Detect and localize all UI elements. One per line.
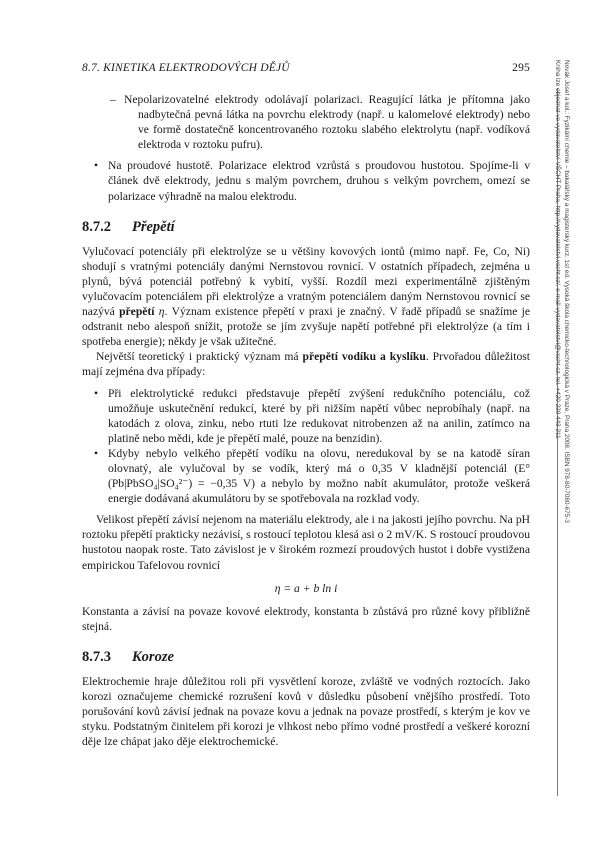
paragraph: Elektrochemie hraje důležitou roli při vysvětlení koroze, zvláště ve vodných roztocích. Jako korozi označujeme chemické rozrušení kovů v důsledku působení vnějšího prostředí. Toto porušování kovů závisí jednak na povaze kovu a jednak na povaze prostředí, s kterým je kov ve styku. Podstatným činitelem při korozi je vlhkost nebo přímo vodné prostředí a veškeré korozní děje lze chápat jako děje elektrochemické. bbox=[82, 674, 530, 749]
paragraph: Největší teoretický i praktický význam má přepětí vodíku a kyslíku. Prvořadou důležitost mají zejména dva případy: bbox=[82, 350, 530, 379]
page-number: 295 bbox=[512, 62, 530, 74]
term: přepětí vodíku a kyslíku bbox=[302, 350, 426, 364]
side-citation bbox=[550, 60, 570, 580]
section-heading: 8.7.3 Koroze bbox=[82, 648, 174, 665]
paragraph: Konstanta a závisí na povaze kovové elektrody, konstanta b zůstává pro různé kovy přibližně stejná. bbox=[82, 604, 530, 633]
list-item: • Na proudové hustotě. Polarizace elektrod vzrůstá s proudovou hustotou. Spojíme-li v článek dvě elektrody, jednu s malým povrchem, druhou s velkým povrchem, omezí se polarizace výhradně na malou elektrodu. bbox=[94, 159, 530, 203]
section-heading: 8.7.2 Přepětí bbox=[82, 218, 175, 235]
inline-formula: E°(Pb|PbSO₄|SO₄²⁻) = −0,35 V bbox=[108, 461, 530, 491]
paragraph: Vylučovací potenciály při elektrolýze se u většiny kovových iontů (mimo např. Fe, Co, Ni) shodují s vratnými potenciály danými Nernstovou rovnicí. V ostatních případech, zejména u plynů, bývá potenciál potřebný k vybití, vyšší. Rozdíl mezi experimentálně zjištěným vylučovacím potenciálem při elektrolýze a vratným potenciálem daným Nernstovou rovnicí se nazývá přepětí η. Význam existence přepětí v praxi je značný. V řadě případů se snažíme je odstranit nebo alespoň snížit, protože se jím zvyšuje napětí potřebné při elektrolýze (a tím i spotřeba energie); někdy je však užitečné. bbox=[82, 244, 530, 349]
bullet-icon: • bbox=[94, 446, 99, 460]
chapter-section-title: 8.7. KINETIKA ELEKTRODOVÝCH DĚJŮ bbox=[82, 62, 290, 74]
running-header bbox=[82, 62, 530, 76]
term: přepětí bbox=[119, 305, 155, 319]
page-body bbox=[82, 92, 530, 749]
paragraph: Velikost přepětí závisí nejenom na materiálu elektrody, ale i na jakosti jejího povrchu. Na pH roztoku přepětí prakticky nezávisí, s rostoucí teplotou klesá asi o 2 mV/K. S rostoucí proudovou hustotou naopak roste. Tato závislost je v širokém rozmezí proudových hustot i dobře vystižena empirickou Tafelovou rovnicí bbox=[82, 513, 530, 572]
citation-line-2: Kniha lze objednat ve vydavatelství VŠCHT Praha, http://vydavatelstvi.vscht.cz/, e-mail vydavatelstvi@vscht.cz, tel. +420 220 443 211 bbox=[554, 60, 562, 439]
bullet-icon: • bbox=[94, 159, 99, 173]
list-item: • Při elektrolytické redukci představuje přepětí zvýšení redukčního potenciálu, což umožňuje uskutečnění redukcí, které by při nižším napětí vůbec neprobíhaly (např. na katodách z olova, zinku, nebo rtuti lze redukovat nitrobenzen až na anilin, zatímco na platině nebo mědi, kde je přepětí malé, pouze na benzidin). bbox=[94, 386, 530, 445]
list-item: • Kdyby nebylo velkého přepětí vodíku na olovu, neredukoval by se na katodě síran olovnatý, ale vylučoval by se vodík, který má o 0,35 V kladnější potenciál (E°(Pb|PbSO₄|SO₄²⁻) = −0,35 V) a nebylo by možno nabít akumulátor, protože veškerá energie dodávaná akumulátoru by se spotřebovala na rozklad vody. bbox=[94, 446, 530, 506]
citation-line-1: Novák Josef a kol.: Fyzikální chemie – bakalářský a magisterský kurz. 1st ed. Vysoká škola chemicko-technologická v Praze, Praha 2008. ISBN 978-80-7080-675-3 bbox=[563, 60, 570, 523]
list-item: – Nepolarizovatelné elektrody odolávají polarizaci. Reagující látka je přítomna jako nadbytečná pevná látka na povrchu elektrody (např. u kalomelové elektrody) nebo ve formě dostatečně koncentrovaného roztoku slabého elektrolytu (např. vodíková elektroda v roztoku pufru). bbox=[110, 93, 530, 152]
tafel-equation: η = a + b ln i bbox=[274, 581, 338, 595]
bullet-icon: • bbox=[94, 386, 99, 400]
